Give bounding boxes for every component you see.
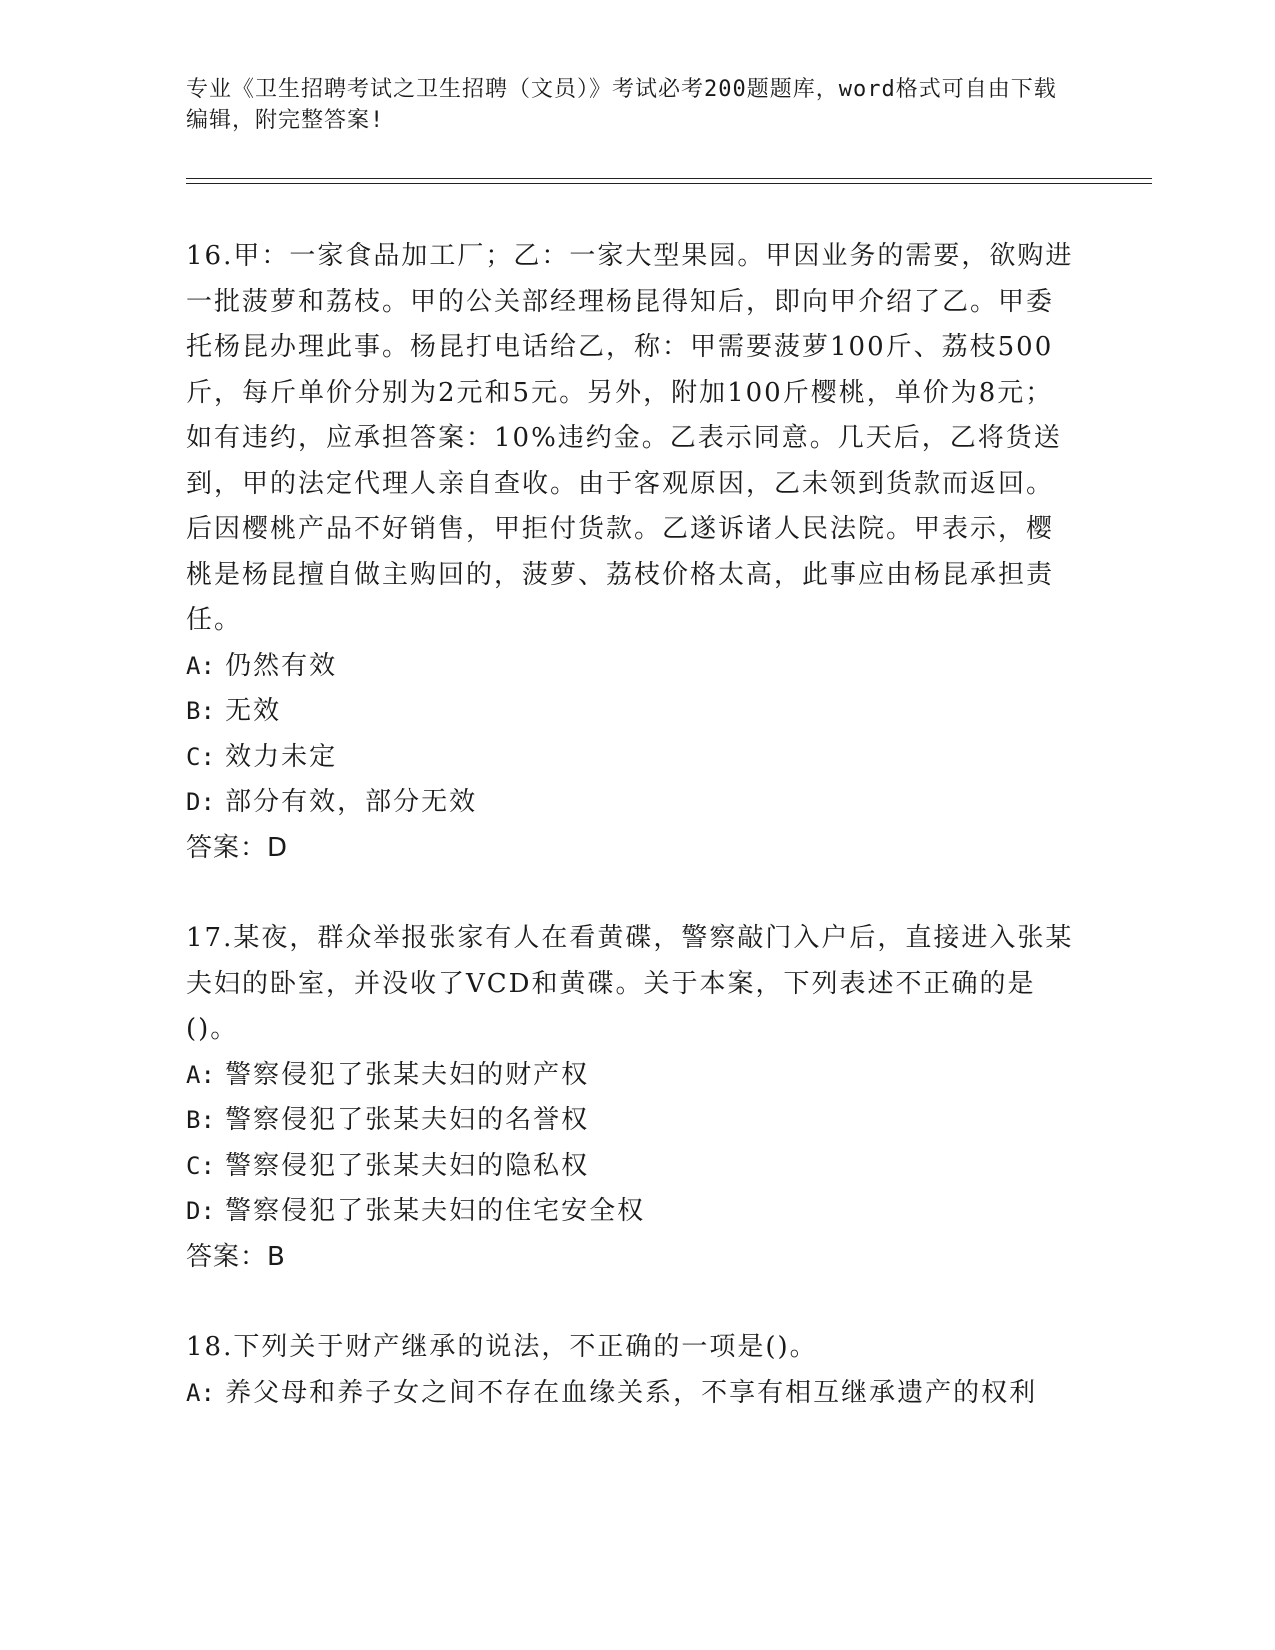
option-b — [186, 689, 1076, 735]
question-stem: 16.甲：一家食品加工厂；乙：一家大型果园。甲因业务的需要，欲购进一批菠萝和荔枝。甲的公关部经理杨昆得知后，即向甲介绍了乙。甲委托杨昆办理此事。杨昆打电话给乙，称：甲需要菠萝100斤、荔枝500斤，每斤单价分别为2元和5元。另外，附加100斤樱桃，单价为8元；如有违约，应承担答案：10%违约金。乙表示同意。几天后，乙将货送到，甲的法定代理人亲自查收。由于客观原因，乙未领到货款而返回。后因樱桃产品不好销售，甲拒付货款。乙遂诉诸人民法院。甲表示，樱桃是杨昆擅自做主购回的，菠萝、荔枝价格太高，此事应由杨昆承担责任。 — [186, 241, 1074, 635]
option-label: A: — [186, 1060, 215, 1089]
option-c — [186, 735, 1076, 781]
option-label: A: — [186, 1378, 215, 1407]
answer-line: 答案：B — [186, 1241, 286, 1272]
option-text: 警察侵犯了张某夫妇的财产权 — [225, 1059, 590, 1090]
question-stem: 18.下列关于财产继承的说法，不正确的一项是()。 — [186, 1332, 818, 1362]
option-label: A: — [186, 651, 215, 680]
option-text: 警察侵犯了张某夫妇的名誉权 — [225, 1105, 590, 1135]
option-a — [186, 1371, 1076, 1417]
header-divider-bottom — [186, 183, 1152, 184]
option-label: B: — [186, 1106, 215, 1134]
answer-line: 答案：D — [186, 832, 289, 863]
option-c — [186, 1144, 1076, 1190]
header-divider-top — [186, 178, 1152, 179]
option-label: B: — [186, 697, 215, 725]
option-text: 部分有效，部分无效 — [225, 787, 478, 817]
option-text: 仍然有效 — [225, 650, 338, 681]
option-text: 警察侵犯了张某夫妇的隐私权 — [225, 1150, 590, 1181]
option-d — [186, 1189, 1076, 1235]
option-label: C: — [186, 1151, 215, 1180]
option-label: D: — [186, 788, 215, 816]
question-spacer — [186, 871, 1076, 916]
question-16 — [186, 234, 1076, 871]
document-header: 专业《卫生招聘考试之卫生招聘（文员）》考试必考200题题库，word格式可自由下载编辑，附完整答案! — [186, 77, 1057, 133]
option-b — [186, 1098, 1076, 1144]
question-list — [186, 234, 1076, 1416]
question-spacer — [186, 1280, 1076, 1325]
option-label: C: — [186, 742, 215, 771]
option-text: 效力未定 — [225, 741, 338, 772]
question-18 — [186, 1325, 1076, 1416]
option-text: 养父母和养子女之间不存在血缘关系，不享有相互继承遗产的权利 — [225, 1377, 1038, 1408]
option-a — [186, 644, 1076, 690]
question-17 — [186, 916, 1076, 1280]
option-text: 警察侵犯了张某夫妇的住宅安全权 — [225, 1196, 646, 1226]
option-label: D: — [186, 1197, 215, 1225]
option-d — [186, 780, 1076, 826]
option-text: 无效 — [225, 696, 282, 726]
option-a — [186, 1053, 1076, 1099]
question-stem: 17.某夜，群众举报张家有人在看黄碟，警察敲门入户后，直接进入张某夫妇的卧室，并没收了VCD和黄碟。关于本案，下列表述不正确的是()。 — [186, 923, 1074, 1044]
